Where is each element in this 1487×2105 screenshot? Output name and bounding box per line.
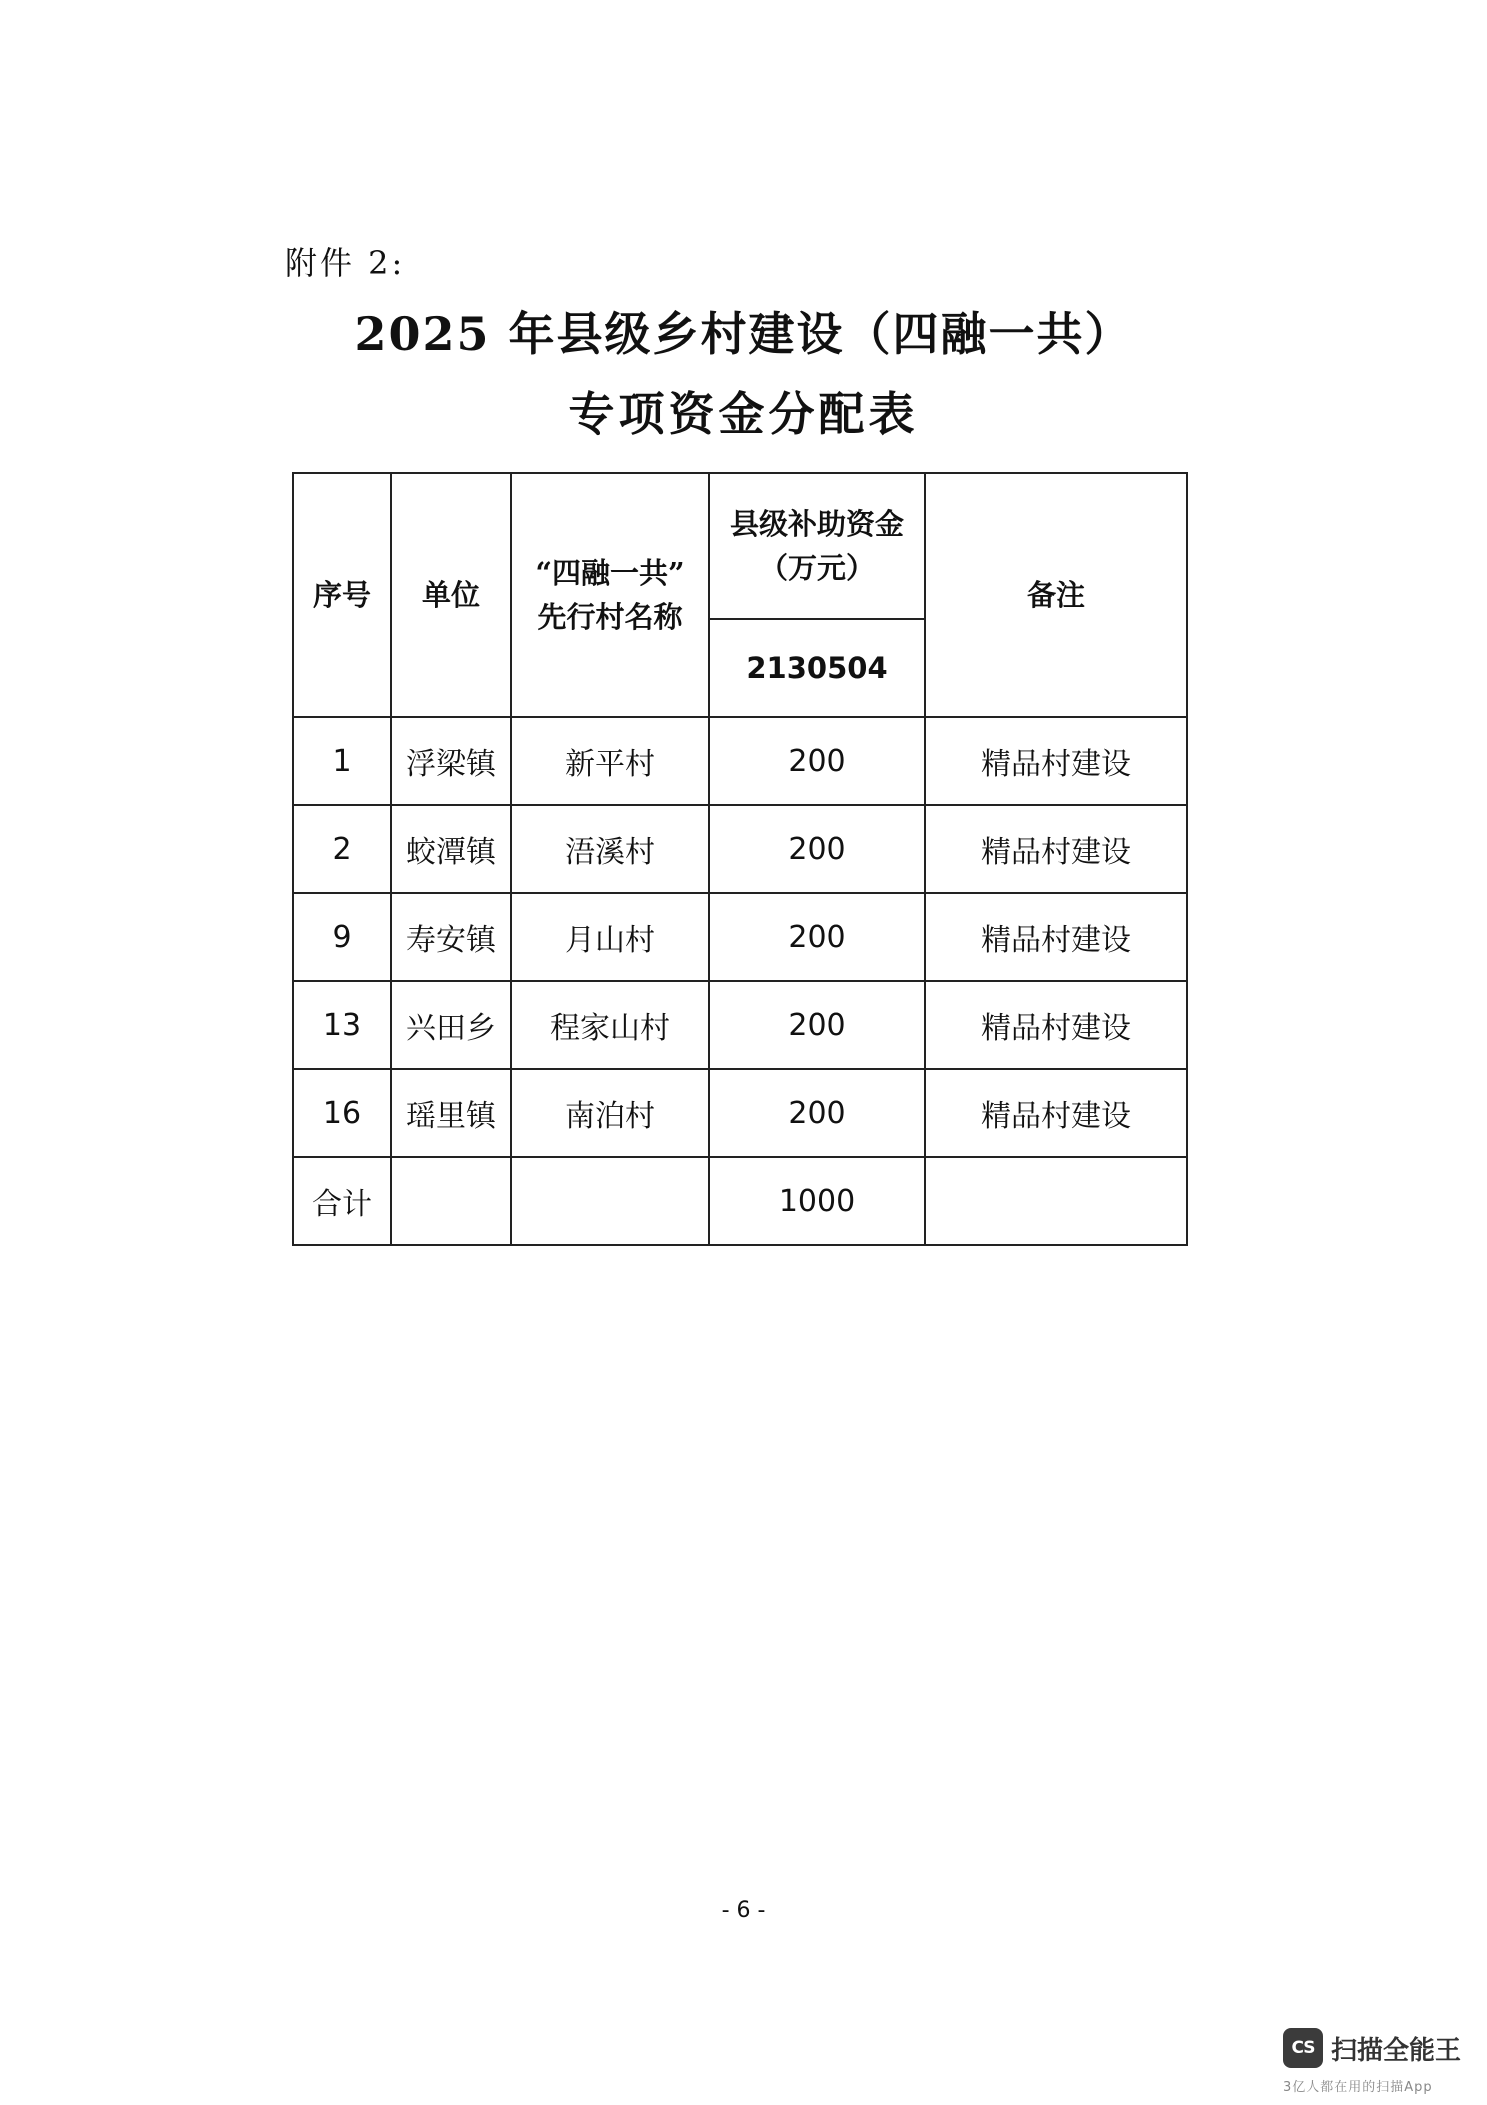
header-village-name [511, 473, 709, 717]
document-title-line1: 2025 年县级乡村建设（四融一共） [354, 307, 1133, 361]
header-village-name-line2: 先行村名称 [537, 600, 683, 634]
cell-village: 程家山村 [511, 981, 709, 1069]
cell-seq: 13 [293, 981, 391, 1069]
cell-seq: 2 [293, 805, 391, 893]
scanner-watermark [1283, 2028, 1473, 2098]
cell-unit: 浮梁镇 [391, 717, 511, 805]
header-funding-code: 2130504 [709, 619, 925, 717]
cell-amount: 200 [709, 717, 925, 805]
cell-village: 浯溪村 [511, 805, 709, 893]
cell-remark: 精品村建设 [925, 717, 1187, 805]
attachment-label: 附件 2: [285, 244, 406, 282]
table-row [293, 717, 1187, 805]
table-header [293, 473, 1187, 717]
total-unit [391, 1157, 511, 1245]
total-row [293, 1157, 1187, 1245]
cell-remark: 精品村建设 [925, 1069, 1187, 1157]
cell-unit: 瑶里镇 [391, 1069, 511, 1157]
scanner-logo-icon: CS [1283, 2028, 1323, 2068]
total-village [511, 1157, 709, 1245]
header-seq: 序号 [293, 473, 391, 717]
scanner-tagline: 3亿人都在用的扫描App [1283, 2080, 1433, 2095]
header-funding [709, 473, 925, 619]
header-funding-line1: 县级补助资金 [729, 507, 904, 541]
cell-remark: 精品村建设 [925, 981, 1187, 1069]
cell-village: 南泊村 [511, 1069, 709, 1157]
cell-seq: 9 [293, 893, 391, 981]
cell-amount: 200 [709, 805, 925, 893]
total-remark [925, 1157, 1187, 1245]
cell-seq: 16 [293, 1069, 391, 1157]
cell-remark: 精品村建设 [925, 893, 1187, 981]
header-remarks: 备注 [925, 473, 1187, 717]
fund-allocation-table [292, 472, 1188, 1246]
cell-village: 新平村 [511, 717, 709, 805]
table-row [293, 893, 1187, 981]
cell-village: 月山村 [511, 893, 709, 981]
total-label: 合计 [293, 1157, 391, 1245]
table-body [293, 717, 1187, 1245]
cell-amount: 200 [709, 1069, 925, 1157]
cell-amount: 200 [709, 893, 925, 981]
table-row [293, 981, 1187, 1069]
page-number: - 6 - [721, 1898, 766, 1923]
header-village-name-line1: “四融一共” [535, 556, 685, 590]
cell-amount: 200 [709, 981, 925, 1069]
header-unit: 单位 [391, 473, 511, 717]
header-funding-line2: （万元） [758, 551, 875, 585]
total-amount: 1000 [709, 1157, 925, 1245]
cell-unit: 寿安镇 [391, 893, 511, 981]
table-row [293, 805, 1187, 893]
document-title-line2: 专项资金分配表 [568, 387, 919, 441]
cell-remark: 精品村建设 [925, 805, 1187, 893]
cell-seq: 1 [293, 717, 391, 805]
cell-unit: 蛟潭镇 [391, 805, 511, 893]
cell-unit: 兴田乡 [391, 981, 511, 1069]
table-row [293, 1069, 1187, 1157]
scanner-app-name: 扫描全能王 [1331, 2036, 1462, 2066]
